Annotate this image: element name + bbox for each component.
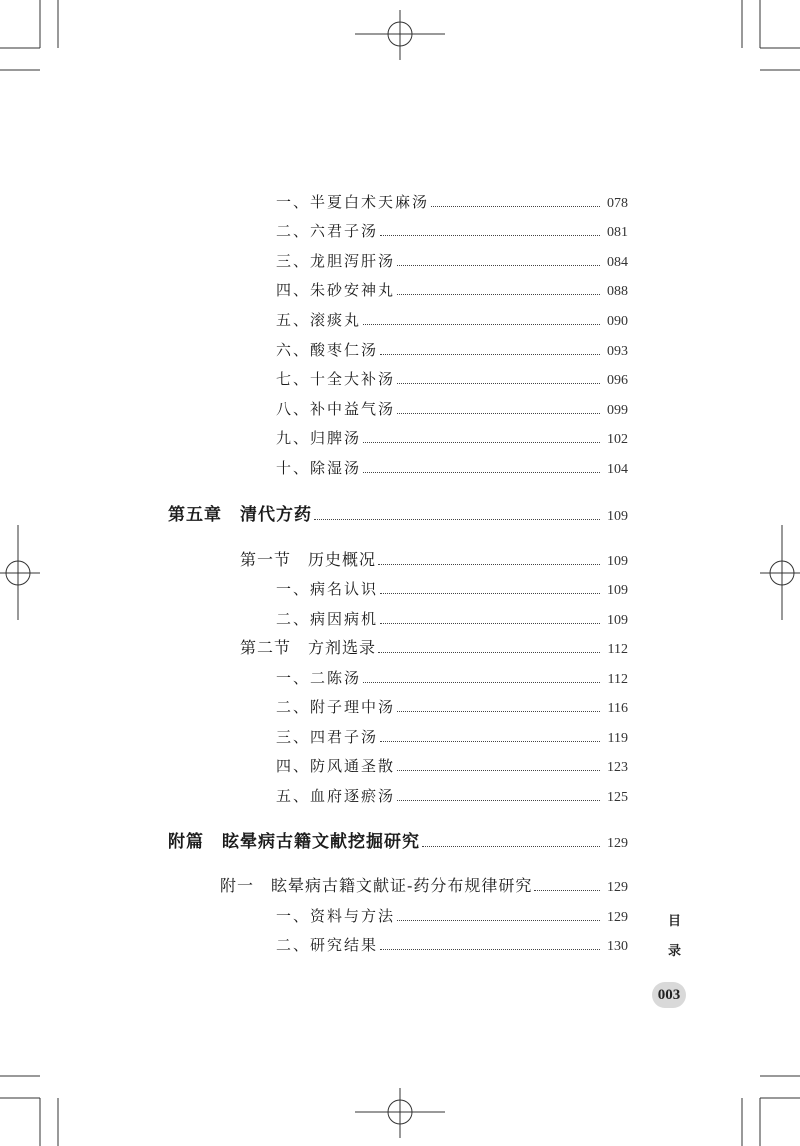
- toc-entry-page: 119: [607, 731, 628, 746]
- toc-entry-title: 九、归脾汤: [276, 429, 362, 447]
- toc-entry-title: 一、二陈汤: [276, 669, 362, 687]
- toc-entry-title: 三、龙胆泻肝汤: [276, 252, 396, 270]
- toc-entry[interactable]: [276, 933, 628, 955]
- toc-entry-page: 109: [607, 509, 628, 524]
- toc-entry[interactable]: [276, 190, 628, 212]
- leader-dots: [431, 205, 600, 207]
- side-label-lu: 录: [668, 944, 682, 959]
- leader-dots: [397, 412, 600, 414]
- leader-dots: [380, 234, 600, 236]
- leader-dots: [534, 889, 600, 891]
- toc-entry-page: 129: [607, 836, 628, 851]
- toc-entry-title: 一、半夏白术天麻汤: [276, 193, 430, 211]
- leader-dots: [397, 264, 600, 266]
- toc-entry[interactable]: [276, 577, 628, 599]
- leader-dots: [363, 323, 600, 325]
- toc-entry-page: 129: [607, 880, 628, 895]
- toc-entry-title: 三、四君子汤: [276, 728, 379, 746]
- toc-entry-page: 109: [607, 583, 628, 598]
- side-label-mu: 目: [668, 914, 682, 929]
- leader-dots: [314, 518, 600, 520]
- toc-entry-page: 129: [607, 910, 628, 925]
- toc-entry[interactable]: [168, 503, 628, 525]
- leader-dots: [422, 845, 600, 847]
- toc-entry-page: 109: [607, 554, 628, 569]
- toc-entry[interactable]: [276, 754, 628, 776]
- leader-dots: [397, 710, 600, 712]
- toc-entry[interactable]: [276, 367, 628, 389]
- page-number: 003: [652, 982, 686, 1008]
- toc-entry-title: 第二节 方剂选录: [240, 638, 377, 657]
- toc-entry-title: 二、病因病机: [276, 610, 379, 628]
- toc-entry-title: 二、研究结果: [276, 936, 379, 954]
- toc-entry-title: 五、血府逐瘀汤: [276, 787, 396, 805]
- toc-entry-title: 二、六君子汤: [276, 222, 379, 240]
- toc-entry[interactable]: [276, 249, 628, 271]
- leader-dots: [397, 769, 600, 771]
- toc-entry[interactable]: [276, 308, 628, 330]
- toc-entry-page: 081: [607, 225, 628, 240]
- toc-entry-title: 附一 眩晕病古籍文献证-药分布规律研究: [220, 876, 533, 895]
- toc-entry-title: 二、附子理中汤: [276, 698, 396, 716]
- toc-entry-title: 四、朱砂安神丸: [276, 281, 396, 299]
- toc-entry-page: 088: [607, 284, 628, 299]
- toc-entry-page: 104: [607, 462, 628, 477]
- leader-dots: [397, 919, 600, 921]
- toc-entry[interactable]: [276, 278, 628, 300]
- leader-dots: [397, 293, 600, 295]
- leader-dots: [363, 441, 600, 443]
- toc-entry-page: 123: [607, 760, 628, 775]
- toc-entry[interactable]: [276, 725, 628, 747]
- toc-entry-title: 六、酸枣仁汤: [276, 341, 379, 359]
- toc-entry[interactable]: [276, 904, 628, 926]
- toc-entry-page: 116: [607, 701, 628, 716]
- leader-dots: [380, 740, 600, 742]
- toc-entry[interactable]: [168, 830, 628, 852]
- leader-dots: [378, 563, 600, 565]
- toc-entry-title: 第一节 历史概况: [240, 550, 377, 569]
- leader-dots: [378, 651, 600, 653]
- toc-entry-page: 102: [607, 432, 628, 447]
- toc-entry[interactable]: [276, 338, 628, 360]
- leader-dots: [397, 799, 600, 801]
- toc-entry-page: 084: [607, 255, 628, 270]
- toc-entry[interactable]: [276, 784, 628, 806]
- leader-dots: [363, 681, 600, 683]
- toc-entry-page: 109: [607, 613, 628, 628]
- toc-entry[interactable]: [276, 219, 628, 241]
- toc-entry-title: 四、防风通圣散: [276, 757, 396, 775]
- toc-entry[interactable]: [276, 666, 628, 688]
- toc-entry[interactable]: [276, 426, 628, 448]
- toc-entry-title: 十、除湿汤: [276, 459, 362, 477]
- leader-dots: [380, 948, 600, 950]
- toc-entry[interactable]: [276, 695, 628, 717]
- toc-entry[interactable]: [240, 636, 628, 658]
- toc-entry-title: 一、资料与方法: [276, 907, 396, 925]
- toc-entry-title: 八、补中益气汤: [276, 400, 396, 418]
- leader-dots: [397, 382, 600, 384]
- toc-entry-page: 112: [607, 672, 628, 687]
- toc-entry-title: 第五章 清代方药: [168, 505, 312, 525]
- toc-entry-page: 096: [607, 373, 628, 388]
- leader-dots: [363, 471, 600, 473]
- toc-entry[interactable]: [220, 874, 628, 896]
- toc-entry-page: 093: [607, 344, 628, 359]
- toc-entry-page: 078: [607, 196, 628, 211]
- toc-entry-title: 一、病名认识: [276, 580, 379, 598]
- toc-entry-page: 125: [607, 790, 628, 805]
- toc-entry[interactable]: [240, 548, 628, 570]
- toc-entry-page: 130: [607, 939, 628, 954]
- toc-entry-page: 112: [607, 642, 628, 657]
- toc-entry[interactable]: [276, 397, 628, 419]
- toc-entry-title: 五、滚痰丸: [276, 311, 362, 329]
- leader-dots: [380, 592, 600, 594]
- toc-entry-page: 090: [607, 314, 628, 329]
- toc-entry-page: 099: [607, 403, 628, 418]
- leader-dots: [380, 353, 600, 355]
- leader-dots: [380, 622, 600, 624]
- toc-entry-title: 七、十全大补汤: [276, 370, 396, 388]
- toc-entry[interactable]: [276, 456, 628, 478]
- toc-entry-title: 附篇 眩晕病古籍文献挖掘研究: [168, 832, 420, 852]
- toc-entry[interactable]: [276, 607, 628, 629]
